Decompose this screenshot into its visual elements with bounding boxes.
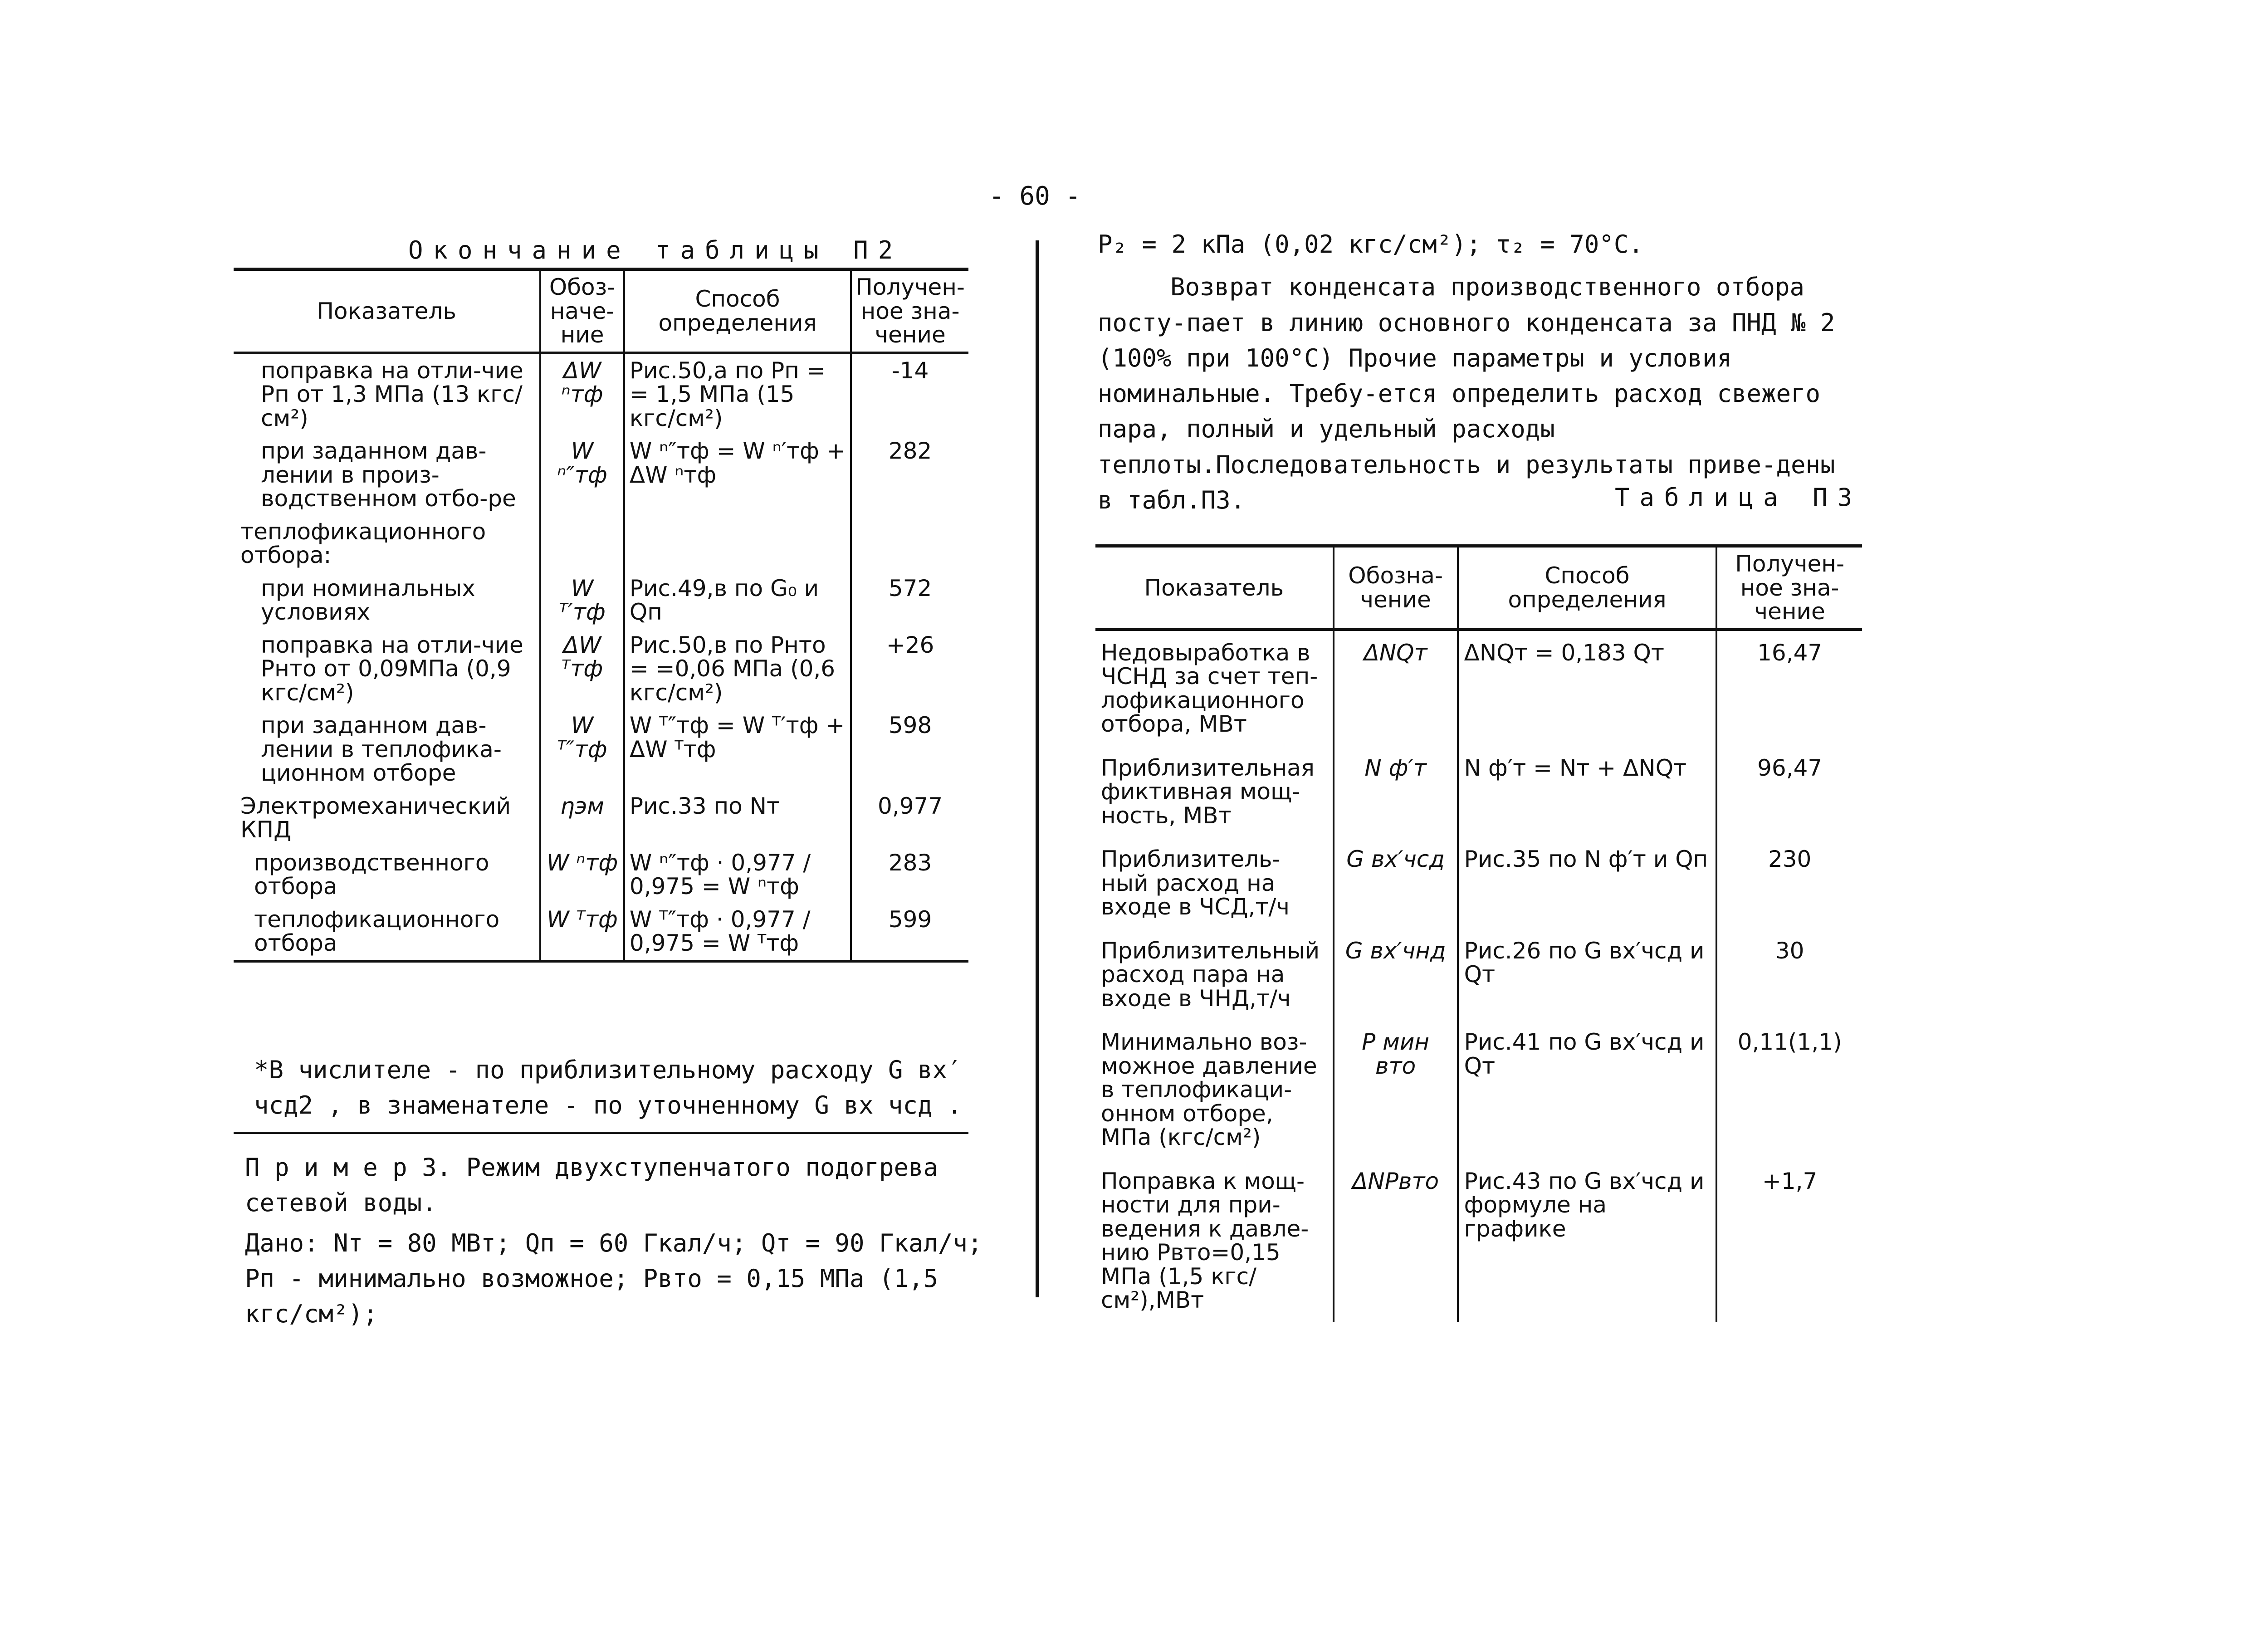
cell-method: Рис.49,в по G₀ и Qп [624,572,851,629]
cell-indicator: теплофикационного отбора [254,906,500,956]
cell-method: Рис.26 по G вх′чсд и Qт [1458,929,1717,1021]
table-p3 [1095,544,1862,1322]
table-p2-continuation [234,268,968,963]
cell-value: 572 [888,575,932,601]
header-value: Получен-ное зна-чение [855,274,965,348]
table-row [234,435,968,515]
cell-symbol: G вх′чсд [1334,837,1458,929]
table-row [234,353,968,435]
cell-symbol: W ᵀ′тф [540,572,624,629]
example-block [245,1150,989,1336]
cell-indicator: Приблизитель-ный расход на входе в ЧСД,т/ч [1101,846,1290,920]
table-row [234,709,968,790]
cell-method: Рис.35 по N ф′т и Qп [1458,837,1717,929]
cell-value: +26 [886,631,934,658]
cell-method: W ⁿ″тф · 0,977 / 0,975 = W ⁿтф [624,846,851,903]
table-row [1095,630,1862,746]
cell-value: +1,7 [1762,1168,1818,1194]
header-indicator: Показатель [317,298,456,324]
cell-symbol: ΔNPвто [1334,1159,1458,1322]
cell-symbol: P мин вто [1334,1020,1458,1159]
header-symbol: Обозна-чение [1334,546,1458,630]
table-row [234,515,968,572]
cell-symbol: W ᵀ″тф [540,709,624,790]
cell-indicator: при заданном дав-лении в произ-водственном отбо-ре [261,438,516,512]
header-method: Способ определения [1458,546,1717,630]
cell-indicator: теплофикационного отбора: [240,518,486,568]
example-title: П р и м е р 3. Режим двухступенчатого подогрева сетевой воды. [245,1153,938,1217]
cell-symbol: ΔW ᵀтф [540,629,624,709]
cell-indicator: Электромеханический КПД [240,792,511,843]
cell-value: 16,47 [1757,639,1823,666]
cell-method: Рис.50,а по Pп = = 1,5 МПа (15 кгс/см²) [624,353,851,435]
cell-indicator: при заданном дав-лении в теплофика-ционном отборе [261,712,502,786]
table-row [234,572,968,629]
header-method: Способ определения [624,269,851,353]
cell-method: ΔNQт = 0,183 Qт [1458,630,1717,746]
cell-value: 230 [1768,846,1812,872]
right-text [1098,227,1851,525]
cell-method: Рис.33 по Nт [624,790,851,846]
cell-value: 282 [888,438,932,464]
table-caption-right: Таблица П3 [1615,483,1862,512]
cell-symbol: N ф′т [1334,746,1458,838]
cell-symbol: G вх′чнд [1334,929,1458,1021]
cell-value: 599 [888,906,932,933]
table-row [1095,837,1862,929]
cell-indicator: Приблизительный расход пара на входе в ЧНД,т/ч [1101,937,1320,1012]
cell-method: W ⁿ″тф = W ⁿ′тф + ΔW ⁿтф [624,435,851,515]
table-row [234,790,968,846]
continuation-line: P₂ = 2 кПа (0,02 кгс/см²); τ₂ = 70°С. [1098,230,1643,259]
cell-value: 283 [888,849,932,876]
cell-indicator: Поправка к мощ-ности для при-ведения к давле-нию Pвто=0,15 МПа (1,5 кгс/см²),МВт [1101,1168,1309,1313]
column-divider [1036,240,1039,1297]
cell-indicator: производственного отбора [254,849,489,900]
cell-method: W ᵀ″тф · 0,977 / 0,975 = W ᵀтф [624,903,851,961]
cell-method: W ᵀ″тф = W ᵀ′тф + ΔW ᵀтф [624,709,851,790]
condensate-paragraph: Возврат конденсата производственного отбора посту-пает в линию основного конденсата за ПНД № 2 (100% при 100°С) Прочие параметры и условия номинальные. Требу-ется определить расход свежего пара, полный и удельный расходы теплоты.Последовательность и результаты приве-дены в табл.П3. [1098,273,1835,515]
cell-method: Рис.41 по G вх′чсд и Qт [1458,1020,1717,1159]
cell-value [851,515,968,572]
cell-symbol: W ⁿтф [540,846,624,903]
cell-method: Рис.50,в по Pнто = =0,06 МПа (0,6 кгс/см²) [624,629,851,709]
cell-indicator: Недовыработка в ЧСНД за счет теп-лофикационного отбора, МВт [1101,639,1318,737]
table-row [1095,746,1862,838]
table-row [1095,1159,1862,1322]
example-given: Дано: Nт = 80 МВт; Qп = 60 Гкал/ч; Qт = 90 Гкал/ч; Pп - минимально возможное; Pвто = 0,15 МПа (1,5 кгс/см²); [245,1228,982,1329]
table-row [234,903,968,961]
table-caption-left: Окончание таблицы П2 [408,236,903,264]
cell-method [624,515,851,572]
table-row [1095,929,1862,1021]
cell-symbol: W ᵀтф [540,903,624,961]
cell-symbol: ηэм [540,790,624,846]
cell-value: 0,977 [878,792,943,819]
cell-value: 96,47 [1757,754,1823,781]
cell-method: N ф′т = Nт + ΔNQт [1458,746,1717,838]
table-row [234,629,968,709]
cell-indicator: поправка на отли-чие Pнто от 0,09МПа (0,9 кгс/см²) [261,631,523,706]
cell-symbol: W ⁿ″тф [540,435,624,515]
cell-indicator: Минимально воз-можное давление в теплофикаци-онном отборе, МПа (кгс/см²) [1101,1029,1317,1150]
cell-value: 30 [1775,937,1804,964]
footnote: *В числителе - по приблизительному расходу G вх′ чсд2 , в знаменателе - по уточненному G вх чсд . [254,1056,962,1120]
header-symbol: Обоз-наче-ние [540,269,624,353]
table-row [1095,1020,1862,1159]
footnote-rule [234,1132,968,1134]
header-indicator: Показатель [1144,574,1284,601]
table-row [234,846,968,903]
cell-value: 598 [888,712,932,738]
cell-indicator: Приблизительная фиктивная мощ-ность, МВт [1101,754,1315,829]
cell-symbol: ΔW ⁿтф [540,353,624,435]
cell-indicator: при номинальных условиях [261,575,475,625]
cell-symbol [540,515,624,572]
cell-value: -14 [891,357,929,384]
page-number: - 60 - [989,181,1081,211]
cell-value: 0,11(1,1) [1737,1029,1842,1055]
header-value: Получен-ное зна-чение [1735,551,1845,625]
cell-method: Рис.43 по G вх′чсд и формуле на графике [1458,1159,1717,1322]
cell-symbol: ΔNQт [1334,630,1458,746]
cell-indicator: поправка на отли-чие Pп от 1,3 МПа (13 кгс/см²) [261,357,523,431]
